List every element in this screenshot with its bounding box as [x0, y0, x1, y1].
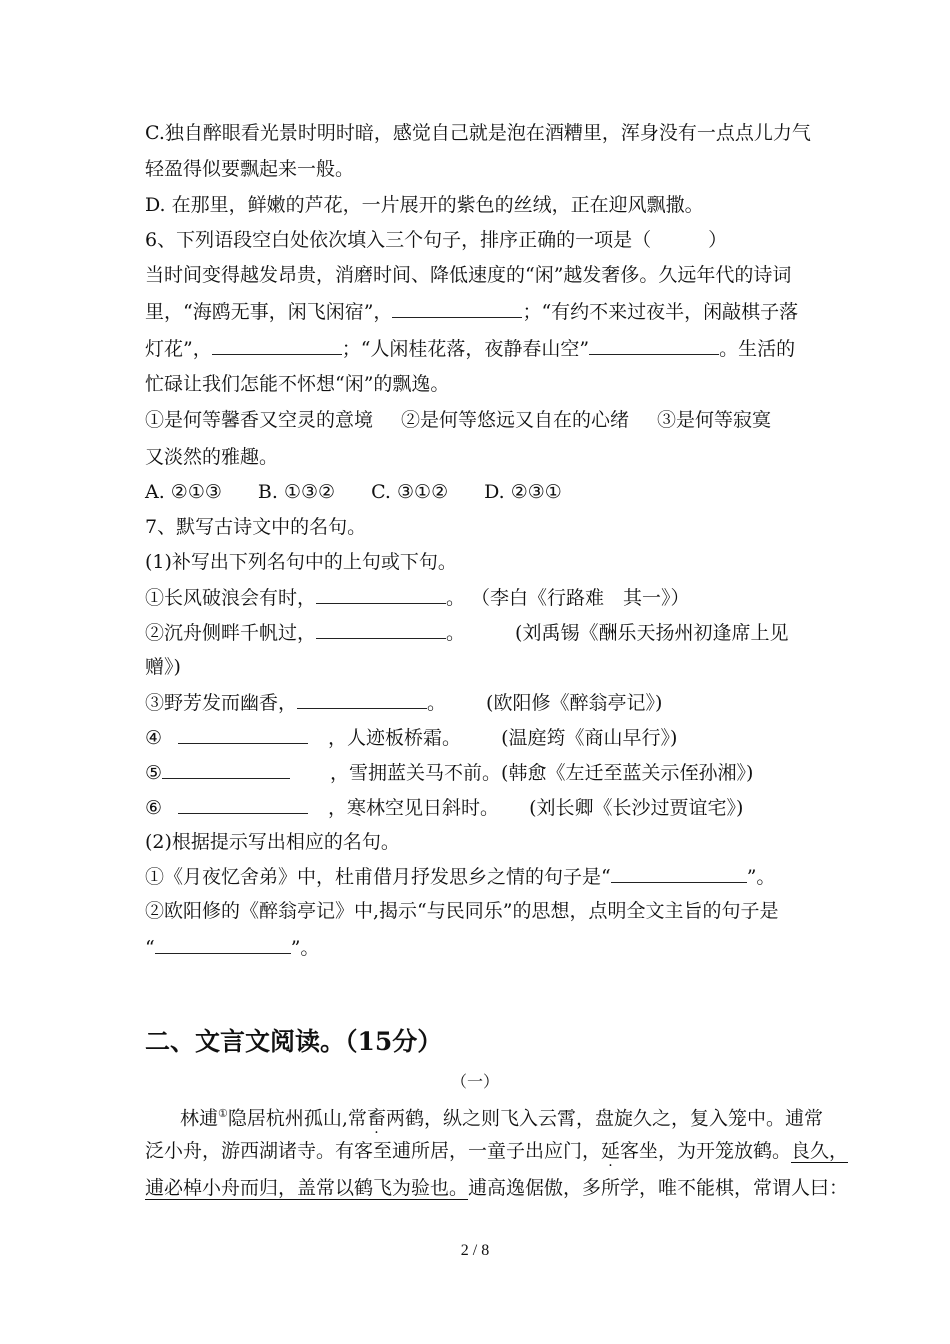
q7-item5: ⑤ ，雪拥蓝关马不前。(韩愈《左迁至蓝关示侄孙湘》)	[145, 762, 754, 784]
choice-b[interactable]: B. ①③②	[257, 481, 336, 503]
section-sub: （一）	[450, 1072, 499, 1091]
q7-j1: ①《月夜忆舍弟》中，杜甫借月抒发思乡之情的句子是“ ”。	[145, 866, 776, 888]
q6-title: 6、下列语段空白处依次填入三个句子，排序正确的一项是（ ）	[145, 229, 728, 251]
q6-para-line3: 灯花”， ；“人闲桂花落，夜静春山空” 。生活的	[145, 338, 796, 360]
choice-c[interactable]: C. ③①②	[371, 481, 449, 503]
q6-para-line2: 里，“海鸥无事，闲飞闲宿”， ；“有约不来过夜半，闲敲棋子落	[145, 301, 799, 323]
blank-1[interactable]	[392, 299, 522, 318]
q6-options-line2: 又淡然的雅趣。	[145, 446, 279, 468]
q5-option-c-line2: 轻盈得似要飘起来一般。	[145, 158, 355, 180]
choice-a[interactable]: A. ②①③	[145, 481, 222, 503]
blank-3[interactable]	[589, 336, 719, 355]
blank-q7-j2[interactable]	[155, 935, 291, 954]
blank-q7-j1[interactable]	[611, 864, 747, 883]
q7-title: 7、默写古诗文中的名句。	[145, 516, 367, 538]
q6-choices	[145, 480, 562, 504]
q7-item4: ④ ，人迹板桥霜。 (温庭筠《商山早行》)	[145, 727, 678, 749]
blank-q7-3[interactable]	[297, 690, 427, 709]
choice-d[interactable]: D. ②③①	[484, 481, 562, 503]
q6-para-line1: 当时间变得越发昂贵，消磨时间、降低速度的“闲”越发奢侈。久远年代的诗词	[145, 264, 792, 286]
q5-option-c-line1: C.独自醉眼看光景时明时暗，感觉自己就是泡在酒糟里，浑身没有一点点儿力气	[145, 122, 811, 144]
blank-q7-4[interactable]	[178, 725, 308, 744]
q6-para-line4: 忙碌让我们怎能不怀想“闲”的飘逸。	[145, 373, 450, 395]
blank-q7-5[interactable]	[162, 760, 290, 779]
q5-option-d: D. 在那里，鲜嫩的芦花，一片展开的紫色的丝绒，正在迎风飘撒。	[145, 194, 704, 216]
q7-sub1: (1)补写出下列名句中的上句或下句。	[145, 551, 457, 573]
blank-2[interactable]	[212, 336, 342, 355]
passage-line2: 泛小舟，游西湖诸寺。有客至逋所居，一童子出应门，延客坐，为开笼放鹤。良久，	[145, 1140, 849, 1162]
blank-q7-1[interactable]	[316, 585, 446, 604]
q6-options-line: ①是何等馨香又空灵的意境 ②是何等悠远又自在的心绪 ③是何等寂寞	[145, 409, 772, 431]
q7-item6: ⑥ ，寒林空见日斜时。 (刘长卿《长沙过贾谊宅》)	[145, 797, 744, 819]
page-number: 2 / 8	[460, 1242, 490, 1259]
passage-line3: 逋必棹小舟而归，盖常以鹤飞为验也。逋高逸倨傲，多所学，唯不能棋，常谓人曰：	[145, 1177, 849, 1199]
q7-sub2: (2)根据提示写出相应的名句。	[145, 831, 400, 853]
blank-q7-6[interactable]	[178, 795, 308, 814]
q7-item3: ③野芳发而幽香， 。 (欧阳修《醉翁亭记》)	[145, 692, 663, 714]
q7-item1: ①长风破浪会有时， 。 （李白《行路难 其一》）	[145, 587, 690, 609]
q7-j2-answer: “ ”。	[145, 937, 320, 959]
q7-item2-cont: 赠》)	[145, 656, 181, 678]
passage-line1: 林逋①隐居杭州孤山,常畜两鹤，纵之则飞入云霄，盘旋久之，复入笼中。逋常	[180, 1107, 823, 1130]
blank-q7-2[interactable]	[316, 620, 446, 639]
q7-item2: ②沉舟侧畔千帆过， 。 (刘禹锡《酬乐天扬州初逢席上见	[145, 622, 789, 644]
q7-j2: ②欧阳修的《醉翁亭记》中,揭示“与民同乐”的思想，点明全文主旨的句子是	[145, 900, 779, 922]
section-heading: 二、文言文阅读。（15分）	[145, 1027, 443, 1056]
